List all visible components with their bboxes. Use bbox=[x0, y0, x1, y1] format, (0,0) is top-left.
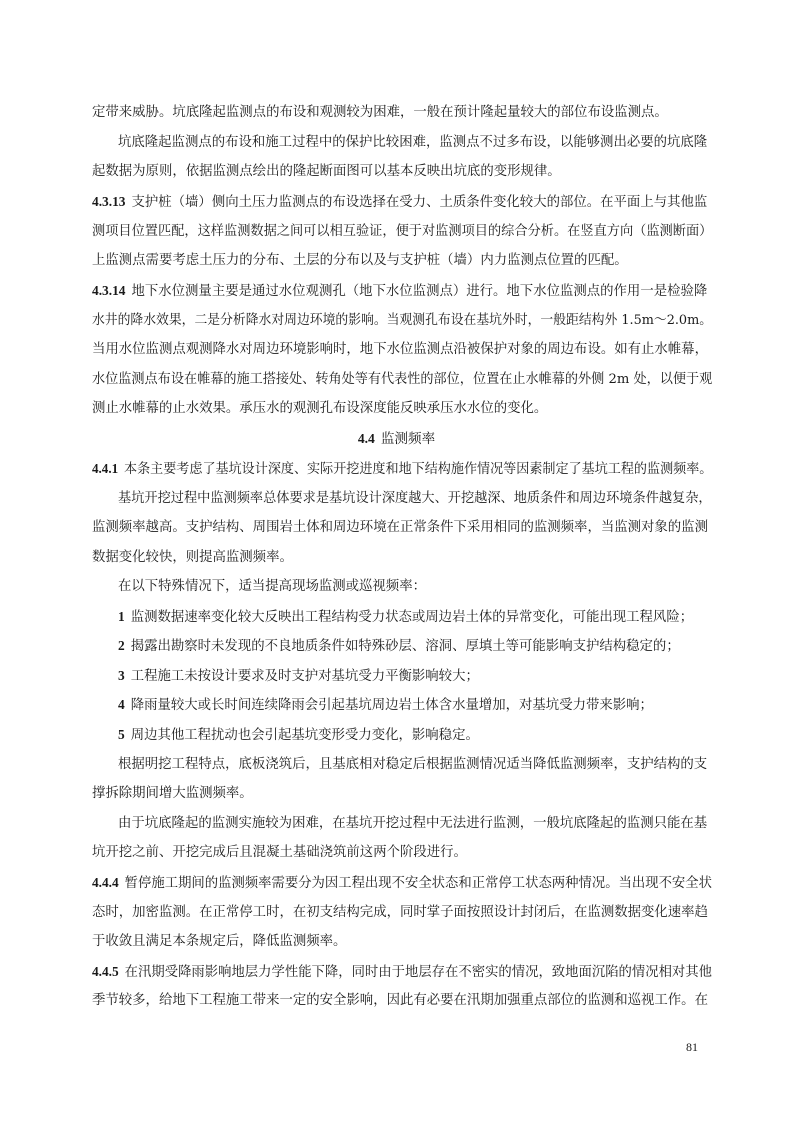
clause-number: 4.4.1 bbox=[92, 461, 119, 476]
paragraph-line: 由于坑底隆起的监测实施较为困难，在基坑开挖过程中无法进行监测，一般坑底隆起的监测只能在基 bbox=[118, 816, 708, 831]
item-number: 2 bbox=[118, 638, 125, 653]
clause-4-4-5: 4.4.5 在汛期受降雨影响地层力学性能下降，同时由于地层存在不密实的情况，致地面沉陷的情况相对其他 bbox=[92, 964, 712, 980]
list-item: 2 揭露出勘察时未发现的不良地质条件如特殊砂层、溶洞、厚填土等可能影响支护结构稳定的； bbox=[118, 638, 680, 654]
paragraph-line: 测项目位置匹配，这样监测数据之间可以相互验证，便于对监测项目的综合分析。在竖直方向（监测断面） bbox=[92, 224, 713, 239]
clause-4-3-14: 4.3.14 地下水位测量主要是通过水位观测孔（地下水位监测点）进行。地下水位监测点的作用一是检验降 bbox=[92, 283, 708, 299]
paragraph-line: 水井的降水效果，二是分析降水对周边环境的影响。当观测孔布设在基坑外时，一般距结构外 1.5m～2.0m。 bbox=[92, 313, 713, 328]
paragraph-line: 当用水位监测点观测降水对周边环境影响时，地下水位监测点沿被保护对象的周边布设。如有止水帷幕， bbox=[92, 342, 708, 357]
paragraph-line: 态时，加密监测。在正常停工时，在初支结构完成，同时掌子面按照设计封闭后，在监测数据变化速率趋 bbox=[92, 905, 708, 920]
clause-4-3-13: 4.3.13 支护桩（墙）侧向土压力监测点的布设选择在受力、土质条件变化较大的部位。在平面上与其他监 bbox=[92, 194, 708, 210]
paragraph-line: 测止水帷幕的止水效果。承压水的观测孔布设深度能反映承压水水位的变化。 bbox=[92, 401, 548, 416]
page-number: 81 bbox=[686, 1040, 698, 1054]
clause-4-4-4: 4.4.4 暂停施工期间的监测频率需要分为因工程出现不安全状态和正常停工状态两种情况。当出现不安全状 bbox=[92, 875, 712, 891]
clause-number: 4.3.13 bbox=[92, 194, 126, 209]
paragraph-line: 在以下特殊情况下，适当提高现场监测或巡视频率： bbox=[118, 579, 426, 594]
paragraph-line: 定带来威胁。坑底隆起监测点的布设和观测较为困难，一般在预计隆起量较大的部位布设监测点。 bbox=[92, 105, 668, 120]
paragraph-line: 上监测点需要考虑土压力的分布、土层的分布以及与支护桩（墙）内力监测点位置的匹配。 bbox=[92, 253, 628, 268]
paragraph-line: 撑拆除期间增大监测频率。 bbox=[92, 786, 253, 801]
paragraph-line: 基坑开挖过程中监测频率总体要求是基坑设计深度越大、开挖越深、地质条件和周边环境条件越复杂， bbox=[118, 491, 712, 506]
clause-number: 4.4.4 bbox=[92, 875, 119, 890]
paragraph-line: 坑开挖之前、开挖完成后且混凝土基础浇筑前这两个阶段进行。 bbox=[92, 845, 467, 860]
clause-4-4-1: 4.4.1 本条主要考虑了基坑设计深度、实际开挖进度和地下结构施作情况等因素制定了基坑工程的监测频率。 bbox=[92, 461, 713, 477]
paragraph-line: 监测频率越高。支护结构、周围岩土体和周边环境在正常条件下采用相同的监测频率，当监测对象的监测 bbox=[92, 520, 708, 535]
paragraph-line: 于收敛且满足本条规定后，降低监测频率。 bbox=[92, 934, 347, 949]
section-heading: 4.4 监测频率 bbox=[357, 431, 436, 447]
paragraph-line: 水位监测点布设在帷幕的施工搭接处、转角处等有代表性的部位，位置在止水帷幕的外侧 2m 处，以便于观 bbox=[92, 372, 713, 387]
list-item: 4 降雨量较大或长时间连续降雨会引起基坑周边岩土体含水量增加，对基坑受力带来影响； bbox=[118, 697, 653, 713]
clause-number: 4.3.14 bbox=[92, 283, 126, 298]
item-number: 3 bbox=[118, 668, 125, 683]
item-number: 5 bbox=[118, 727, 125, 742]
paragraph-line: 根据明挖工程特点，底板浇筑后，且基底相对稳定后根据监测情况适当降低监测频率，支护结构的支 bbox=[118, 757, 708, 772]
paragraph-line: 坑底隆起监测点的布设和施工过程中的保护比较困难，监测点不过多布设，以能够测出必要的坑底隆 bbox=[118, 135, 708, 150]
item-number: 4 bbox=[118, 697, 125, 712]
paragraph-line: 数据变化较快，则提高监测频率。 bbox=[92, 550, 293, 565]
paragraph-line: 起数据为原则，依据监测点绘出的隆起断面图可以基本反映出坑底的变形规律。 bbox=[92, 164, 561, 179]
list-item: 1 监测数据速率变化较大反映出工程结构受力状态或周边岩土体的异常变化，可能出现工程风险； bbox=[118, 609, 694, 625]
section-number: 4.4 bbox=[357, 431, 375, 446]
list-item: 3 工程施工未按设计要求及时支护对基坑受力平衡影响较大； bbox=[118, 668, 479, 684]
list-item: 5 周边其他工程扰动也会引起基坑变形受力变化，影响稳定。 bbox=[118, 727, 479, 743]
clause-number: 4.4.5 bbox=[92, 964, 119, 979]
item-number: 1 bbox=[118, 609, 125, 624]
paragraph-line: 季节较多，给地下工程施工带来一定的安全影响，因此有必要在汛期加强重点部位的监测和巡视工作。在 bbox=[92, 993, 708, 1008]
